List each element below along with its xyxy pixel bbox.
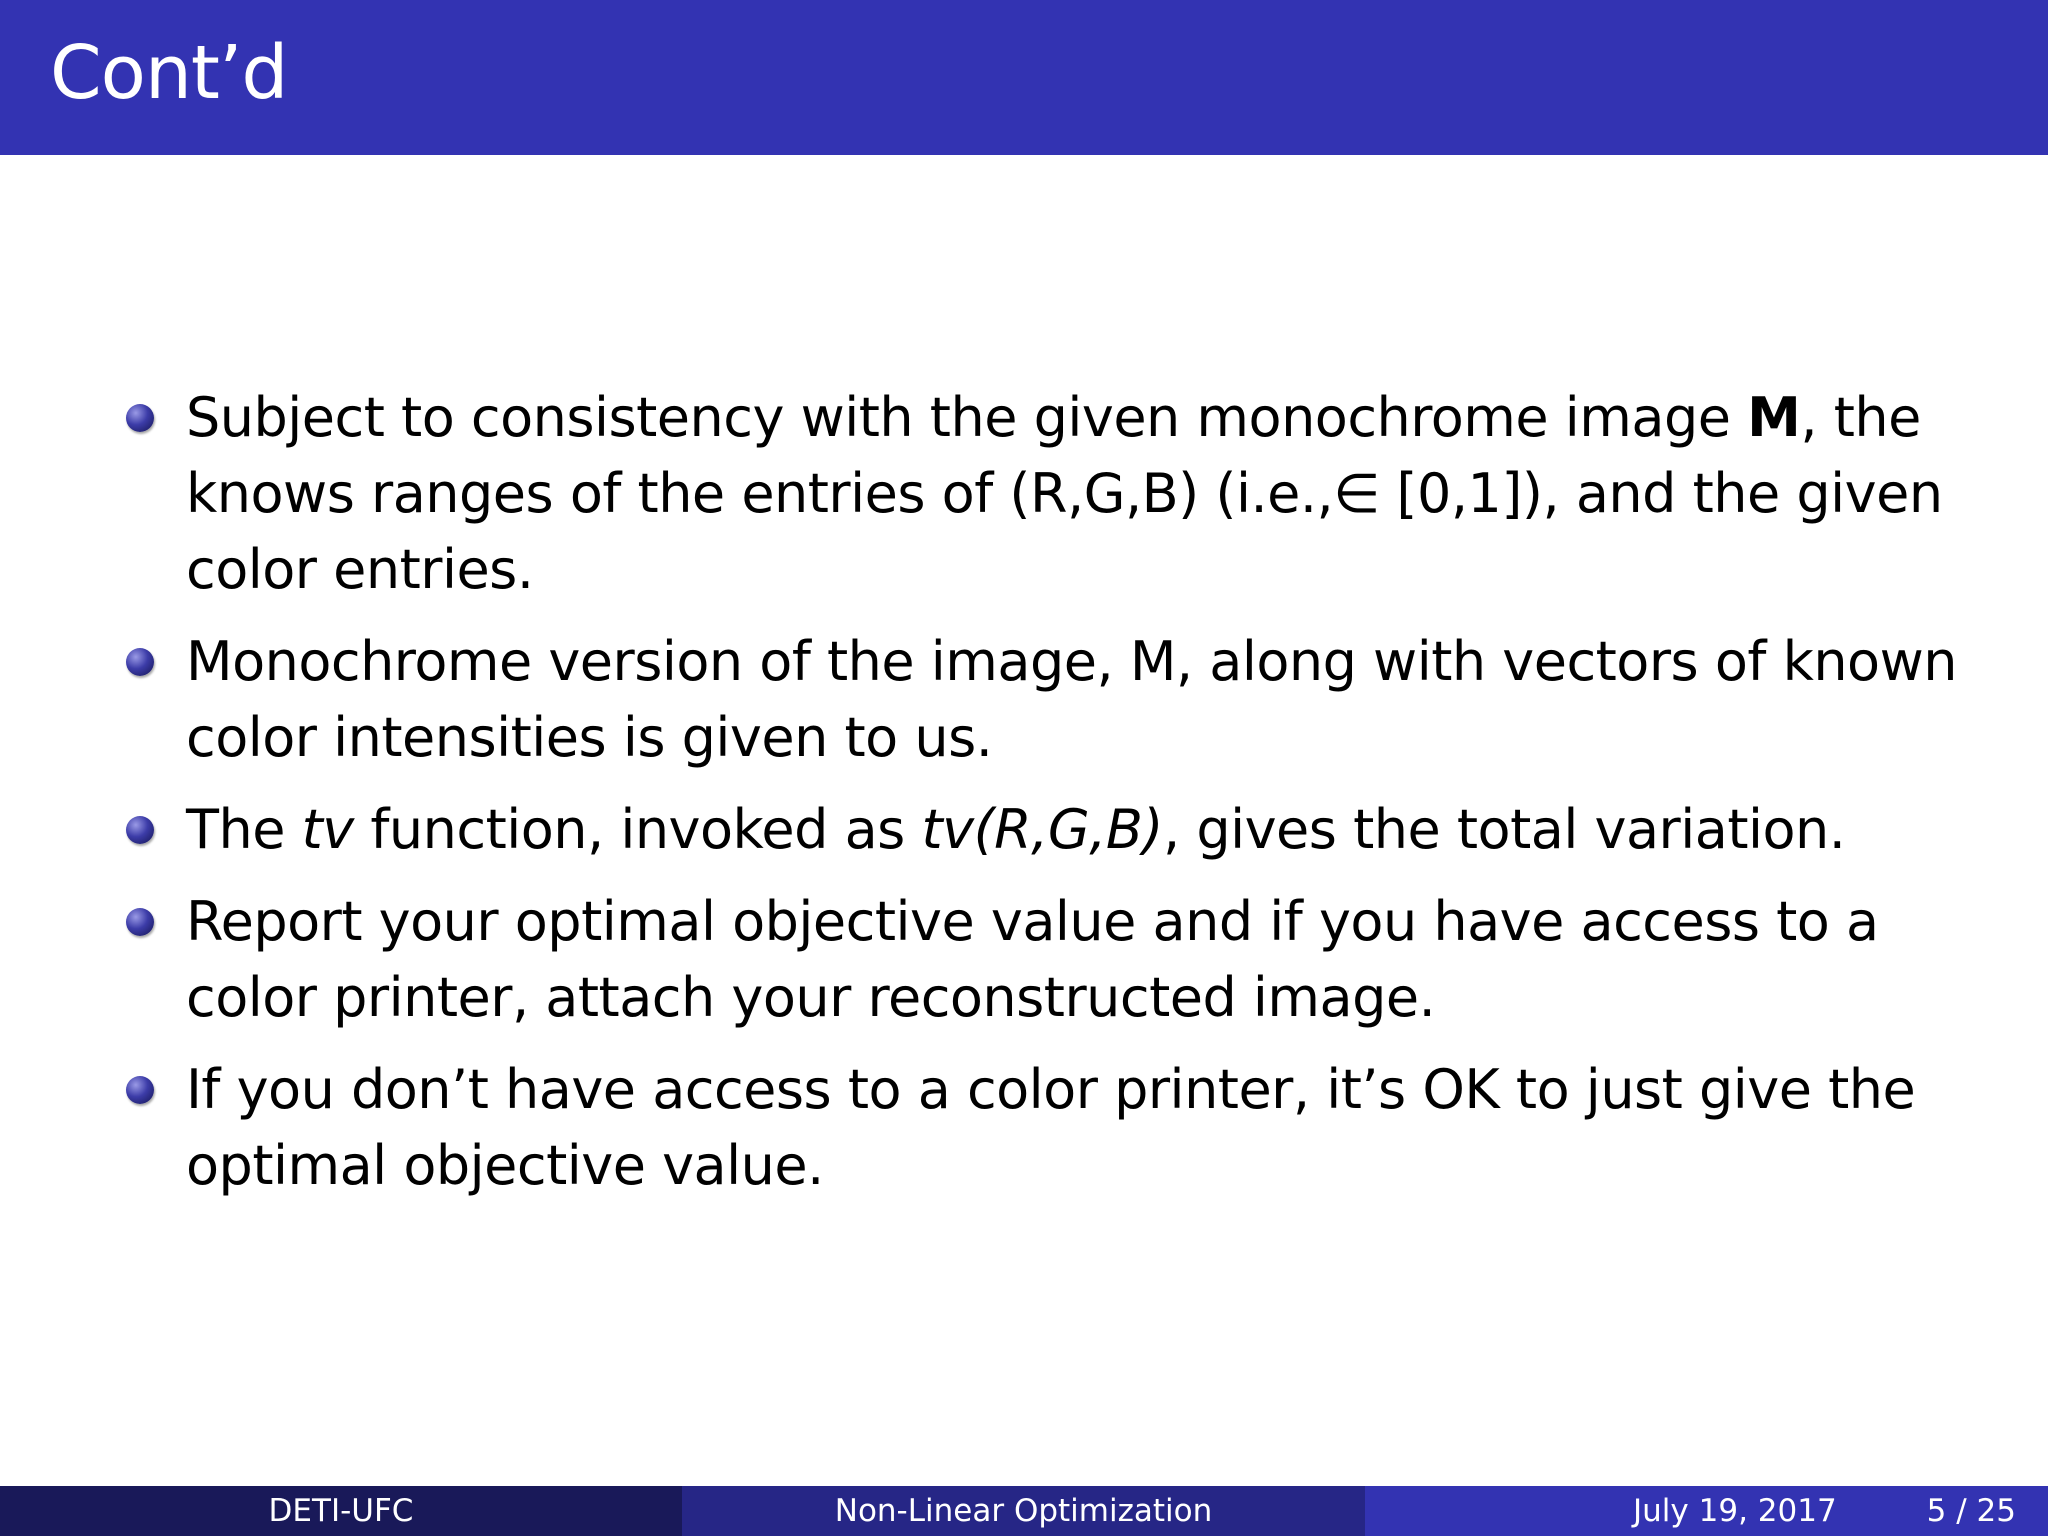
slide-header — [0, 0, 2048, 155]
bullet-text: , gives the total variation. — [1162, 798, 1846, 861]
bullet-item — [186, 884, 2006, 1036]
slide-content — [0, 380, 2048, 1220]
footer-page-number: 5 / 25 — [1926, 1493, 2016, 1529]
bullet-dot-icon — [126, 816, 154, 844]
bullet-text: tv — [301, 798, 354, 861]
bullet-dot-icon — [126, 404, 154, 432]
bullet-item — [186, 380, 2006, 608]
footer-date: July 19, 2017 — [1633, 1493, 1837, 1529]
bullet-item — [186, 792, 2006, 868]
bullet-list — [0, 380, 2048, 1204]
footer-course-text: Non-Linear Optimization — [834, 1493, 1213, 1529]
footer-date-page — [1365, 1486, 2048, 1536]
slide-title: Cont’d — [50, 30, 288, 116]
bullet-dot-icon — [126, 648, 154, 676]
bullet-text: Monochrome version of the image, M, along with vectors of known color intensities is given to us. — [186, 630, 1957, 769]
bullet-text: tv(R,G,B) — [921, 798, 1163, 861]
bullet-text: Subject to consistency with the given monochrome image — [186, 386, 1748, 449]
bullet-item — [186, 624, 2006, 776]
footer-institution — [0, 1486, 682, 1536]
bullet-text: Report your optimal objective value and if you have access to a color printer, attach your reconstructed image. — [186, 890, 1879, 1029]
footer-institution-text: DETI-UFC — [268, 1493, 414, 1529]
slide-footer — [0, 1486, 2048, 1536]
bullet-text: If you don’t have access to a color printer, it’s OK to just give the optimal objective value. — [186, 1058, 1916, 1197]
bullet-text: , the knows ranges of the entries of (R,G,B) (i.e.,∈ [0,1]), and the given color entries. — [186, 386, 1943, 601]
bullet-dot-icon — [126, 1076, 154, 1104]
bullet-text: The — [186, 798, 302, 861]
bullet-text: M — [1747, 386, 1801, 449]
bullet-dot-icon — [126, 908, 154, 936]
footer-course — [682, 1486, 1365, 1536]
bullet-item — [186, 1052, 2006, 1204]
bullet-text: function, invoked as — [353, 798, 922, 861]
